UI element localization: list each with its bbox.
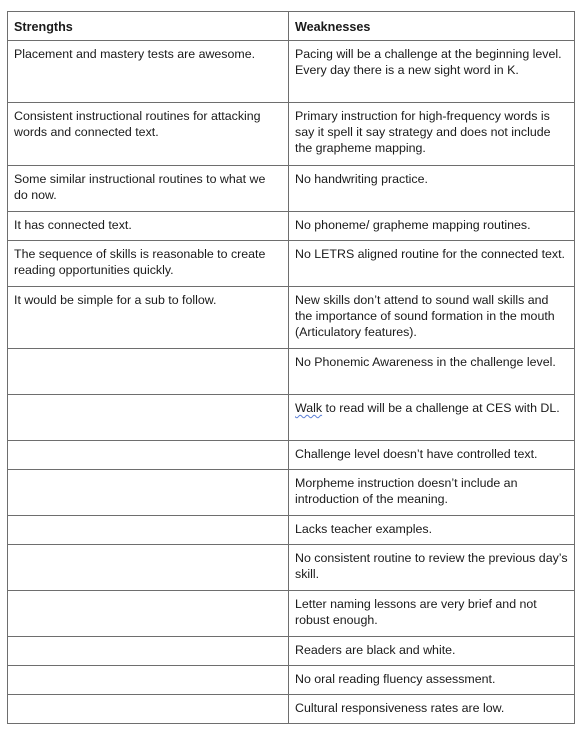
weakness-cell: No phoneme/ grapheme mapping routines. <box>289 212 575 241</box>
weakness-cell: No Phonemic Awareness in the challenge level. <box>289 349 575 395</box>
strength-cell: The sequence of skills is reasonable to create reading opportunities quickly. <box>8 241 289 287</box>
table-row <box>8 103 575 166</box>
weakness-cell: No LETRS aligned routine for the connected text. <box>289 241 575 287</box>
weakness-cell: Readers are black and white. <box>289 637 575 666</box>
strength-cell <box>8 441 289 470</box>
strength-cell <box>8 637 289 666</box>
weakness-cell: Pacing will be a challenge at the beginning level. Every day there is a new sight word in K. <box>289 41 575 103</box>
table-row <box>8 637 575 666</box>
strengths-weaknesses-table <box>7 11 575 724</box>
table-row <box>8 212 575 241</box>
weaknesses-header: Weaknesses <box>289 12 575 41</box>
strength-cell <box>8 545 289 591</box>
table-row <box>8 395 575 441</box>
spellcheck-flagged-word: Walk <box>295 401 323 415</box>
table-row <box>8 666 575 695</box>
strength-cell <box>8 470 289 516</box>
table-row <box>8 545 575 591</box>
document-table-container <box>7 11 575 724</box>
weakness-cell: Lacks teacher examples. <box>289 516 575 545</box>
strength-cell: It has connected text. <box>8 212 289 241</box>
strength-cell: Some similar instructional routines to what we do now. <box>8 166 289 212</box>
table-row <box>8 591 575 637</box>
weakness-cell: Challenge level doesn’t have controlled text. <box>289 441 575 470</box>
table-row <box>8 166 575 212</box>
table-row <box>8 287 575 349</box>
weakness-cell: Morpheme instruction doesn’t include an introduction of the meaning. <box>289 470 575 516</box>
weakness-cell: Primary instruction for high-frequency words is say it spell it say strategy and does not include the grapheme mapping. <box>289 103 575 166</box>
table-row <box>8 241 575 287</box>
strength-cell <box>8 695 289 724</box>
strength-cell: Placement and mastery tests are awesome. <box>8 41 289 103</box>
table-row <box>8 41 575 103</box>
weakness-cell: Cultural responsiveness rates are low. <box>289 695 575 724</box>
weakness-cell: No oral reading fluency assessment. <box>289 666 575 695</box>
table-row <box>8 695 575 724</box>
table-row <box>8 441 575 470</box>
weakness-cell <box>289 395 575 441</box>
strength-cell <box>8 349 289 395</box>
weakness-text: to read will be a challenge at CES with DL. <box>322 401 560 415</box>
strength-cell <box>8 591 289 637</box>
table-row <box>8 516 575 545</box>
table-row <box>8 349 575 395</box>
header-row <box>8 12 575 41</box>
strength-cell: It would be simple for a sub to follow. <box>8 287 289 349</box>
weakness-cell: No consistent routine to review the previous day’s skill. <box>289 545 575 591</box>
strength-cell <box>8 395 289 441</box>
strength-cell <box>8 516 289 545</box>
weakness-cell: No handwriting practice. <box>289 166 575 212</box>
strengths-header: Strengths <box>8 12 289 41</box>
weakness-cell: Letter naming lessons are very brief and not robust enough. <box>289 591 575 637</box>
table-row <box>8 470 575 516</box>
weakness-cell: New skills don’t attend to sound wall skills and the importance of sound formation in the mouth (Articulatory features). <box>289 287 575 349</box>
strength-cell: Consistent instructional routines for attacking words and connected text. <box>8 103 289 166</box>
strength-cell <box>8 666 289 695</box>
